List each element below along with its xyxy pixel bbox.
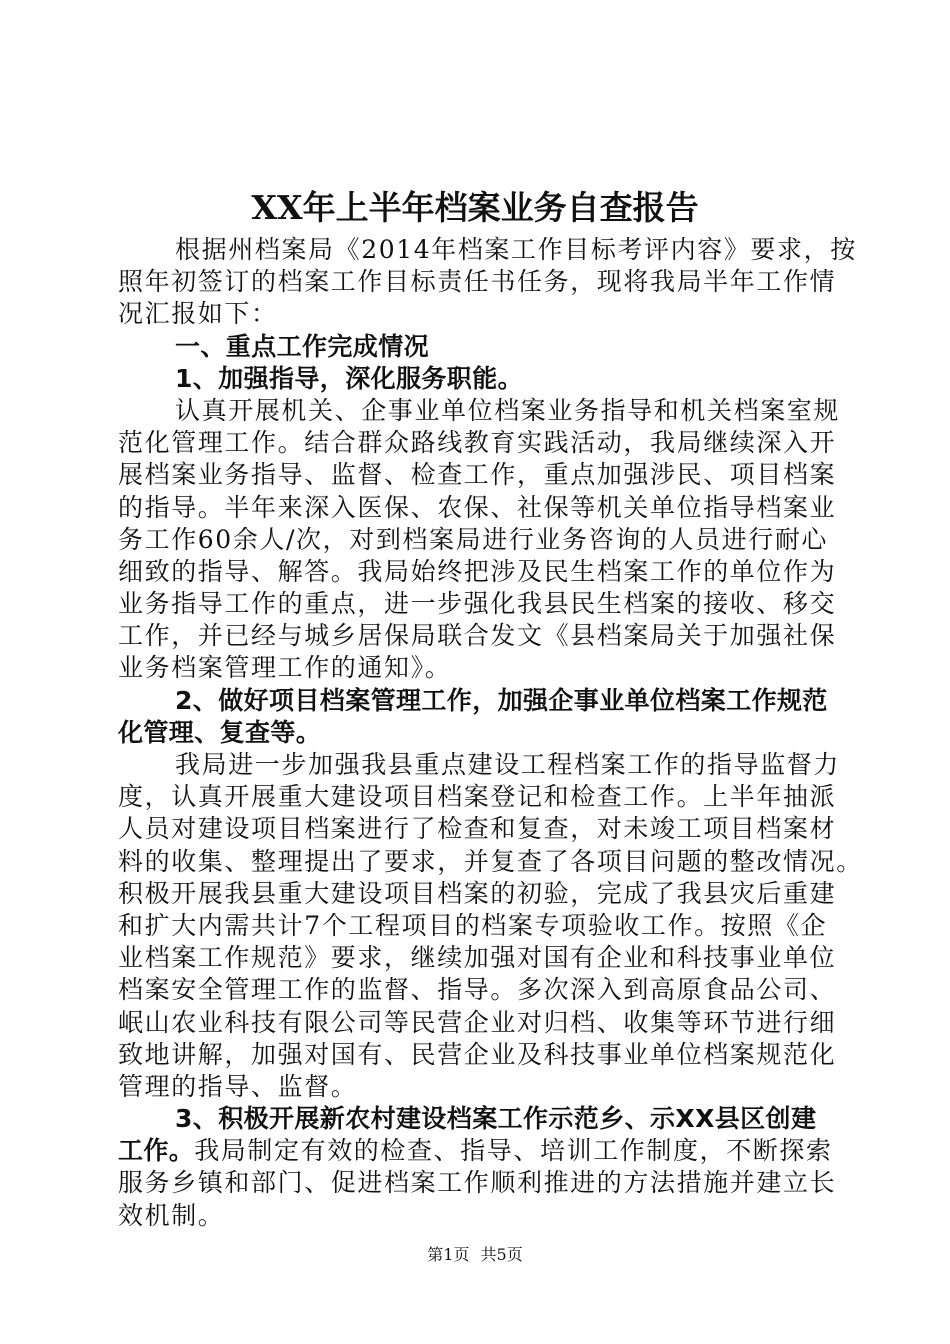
paragraph-line: 细致的指导、解答。我局始终把涉及民生档案工作的单位作为 bbox=[118, 556, 837, 586]
paragraph-line: 我局进一步加强我县重点建设工程档案工作的指导监督力 bbox=[175, 750, 841, 779]
paragraph-line: 管理的指导、监督。 bbox=[118, 1071, 358, 1101]
subsection-heading: 1、加强指导，深化服务职能。 bbox=[175, 363, 523, 393]
paragraph-line: 积极开展我县重大建设项目档案的初验，完成了我县灾后重建 bbox=[118, 878, 837, 908]
paragraph-line: 根据州档案局《2014年档案工作目标考评内容》要求，按 bbox=[175, 235, 857, 264]
paragraph-line: 致地讲解，加强对国有、民营企业及科技事业单位档案规范化 bbox=[118, 1039, 837, 1069]
document-body bbox=[118, 234, 863, 1232]
paragraph-line: 业务指导工作的重点，进一步强化我县民生档案的接收、移交 bbox=[118, 589, 837, 619]
paragraph-line: 料的收集、整理提出了要求，并复查了各项目问题的整改情况。 bbox=[118, 846, 863, 876]
subsection-heading: 3、积极开展新农村建设档案工作示范乡、示XX县区创建 bbox=[175, 1104, 817, 1134]
page-total: 共5页 bbox=[480, 1245, 523, 1264]
document-title: XX年上半年档案业务自查报告 bbox=[251, 188, 699, 227]
paragraph-line: 务工作60余人/次，对到档案局进行业务咨询的人员进行耐心 bbox=[118, 524, 829, 554]
paragraph-line: 度，认真开展重大建设项目档案登记和检查工作。上半年抽派 bbox=[118, 782, 837, 812]
paragraph-line: 照年初签订的档案工作目标责任书任务，现将我局半年工作情 bbox=[118, 267, 837, 297]
paragraph-line: 的指导。半年来深入医保、农保、社保等机关单位指导档案业 bbox=[118, 492, 837, 522]
paragraph-line: 工作，并已经与城乡居保局联合发文《县档案局关于加强社保 bbox=[118, 621, 837, 651]
paragraph-line: 范化管理工作。结合群众路线教育实践活动，我局继续深入开 bbox=[118, 428, 837, 458]
paragraph-line: 人员对建设项目档案进行了检查和复查，对未竣工项目档案材 bbox=[118, 814, 837, 844]
page-footer bbox=[0, 1244, 950, 1266]
subsection-heading-tail: 工作。 bbox=[118, 1136, 195, 1166]
paragraph-line: 业务档案管理工作的通知》。 bbox=[118, 653, 452, 683]
paragraph-line: 和扩大内需共计7个工程项目的档案专项验收工作。按照《企 bbox=[118, 910, 828, 940]
paragraph-line: 认真开展机关、企事业单位档案业务指导和机关档案室规 bbox=[175, 395, 841, 425]
paragraph-line: 况汇报如下： bbox=[118, 299, 278, 329]
subsection-heading: 2、做好项目档案管理工作，加强企事业单位档案工作规范 bbox=[175, 685, 828, 715]
mixed-line bbox=[118, 1135, 834, 1167]
paragraph-line: 服务乡镇和部门、促进档案工作顺利推进的方法措施并建立长 bbox=[118, 1168, 837, 1198]
subsection-heading: 化管理、复查等。 bbox=[118, 717, 322, 747]
paragraph-line: 展档案业务指导、监督、检查工作，重点加强涉民、项目档案 bbox=[118, 460, 837, 490]
section-heading: 一、重点工作完成情况 bbox=[175, 331, 430, 361]
paragraph-line: 效机制。 bbox=[118, 1200, 225, 1230]
paragraph-line: 档案安全管理工作的监督、指导。多次深入到高原食品公司、 bbox=[118, 975, 837, 1005]
paragraph-line: 业档案工作规范》要求，继续加强对国有企业和科技事业单位 bbox=[118, 943, 837, 973]
paragraph-text: 我局制定有效的检查、指导、培训工作制度，不断探索 bbox=[194, 1136, 833, 1166]
page-number: 第1页 bbox=[427, 1245, 470, 1264]
paragraph-line: 岷山农业科技有限公司等民营企业对归档、收集等环节进行细 bbox=[118, 1007, 837, 1037]
